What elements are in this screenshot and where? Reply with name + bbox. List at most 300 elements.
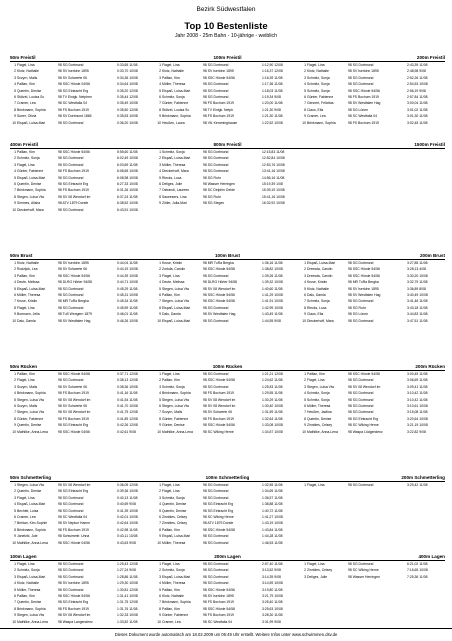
club-name: 98 SG Dortmund — [58, 207, 84, 212]
swimmer-name: Stegen, Luisa Viw — [162, 403, 190, 408]
club-name: 98 SG Eintracht Erg — [58, 600, 89, 605]
rank: 3 — [14, 162, 16, 167]
time-date: 0:44,71 10/08 — [117, 280, 138, 285]
club-name: 98 SC Wiking Herne — [348, 568, 379, 573]
swimmer-name: Dalu, Damla — [307, 292, 326, 297]
swimmer-name: Schmitz, Sonja — [307, 299, 330, 304]
club-name: 98 SG Lünen — [348, 107, 368, 112]
time-date: 12:53,76 10/08 — [262, 162, 285, 167]
club-name: 98 SG Dortmund — [58, 175, 84, 180]
club-name: 98 SG Dortmund — [348, 75, 374, 80]
rank: 2 — [159, 489, 161, 494]
page-title: Top 10 Bestenliste — [184, 21, 268, 32]
swimmer-name: Elspaß, Luisa-Mari — [307, 261, 336, 265]
time-date: 1:32,55 11/08 — [262, 483, 283, 487]
rank: 8 — [14, 305, 16, 310]
club-name: 98 FS Bochum 1919 — [58, 107, 89, 112]
time-date: 1:40,60 11/08 — [262, 286, 283, 291]
rank: 2 — [14, 156, 16, 161]
time-date: 2:56,19 9/08 — [407, 88, 426, 93]
club-name: 98 SV 08 Wendorf Im — [58, 397, 91, 402]
swimmer-name: Palllan, Kim — [162, 587, 180, 592]
time-date: 1:39,32 10/08 — [262, 280, 283, 285]
club-name: 98 SV 08 Wendorf Im — [203, 286, 236, 291]
time-date: 6:08,65 10/08 — [117, 169, 138, 174]
swimmer-name: Sczyrn, Malis — [17, 403, 38, 408]
club-name: 98 SG Eintracht Erg — [58, 423, 89, 428]
club-name: 98 VfL Kemminghause — [203, 120, 238, 125]
swimmer-name: Mathilke, Anna-Lena — [17, 619, 48, 624]
time-date: 1:25,43 12/08 — [117, 562, 138, 566]
swimmer-name: Klotz, Nathalie — [162, 69, 184, 74]
club-name: 98 SG Dortmund — [348, 483, 374, 487]
rank: 10 — [302, 318, 306, 323]
swimmer-name: Palllan, Kim — [162, 606, 180, 611]
swimmer-name: Klotz, Nathalie — [17, 581, 39, 586]
club-name: 98 SV Iserlohn 1895 — [203, 593, 234, 598]
swimmer-name: Brinkmann, Sophia — [17, 107, 46, 112]
club-name: 98 SG Dortmund — [58, 568, 84, 573]
rank: 10 — [12, 120, 16, 125]
club-name: 98 TuS Wengern 1879 — [58, 312, 92, 317]
time-date: 0:41,70 10/08 — [117, 403, 138, 408]
swimmer-name: Dreesda, Carolin — [307, 273, 333, 278]
rank: 1 — [304, 63, 306, 67]
swimmer-name: Möller, Theresa — [162, 540, 186, 545]
club-name: 98 SC Westfalia 04 — [348, 114, 377, 119]
time-date: 0:33,65 11/08 — [117, 63, 138, 67]
event-heading: 50m Brust — [10, 253, 33, 258]
club-name: 98 SV Iserlohn 1895 — [58, 581, 89, 586]
rank: 7 — [14, 299, 16, 304]
event-table — [155, 142, 300, 207]
time-date: 0:41,16 11/08 — [117, 391, 138, 396]
swimmer-name: Elspaß, Luisa-Mari — [17, 574, 46, 579]
club-name: 98 SV Iserlohn 1895 — [203, 69, 234, 74]
rank: 1 — [14, 261, 16, 265]
event-table — [300, 253, 445, 324]
time-date: 3:20,64 10/08 — [407, 416, 428, 421]
club-name: 98 SG Dortmund — [348, 397, 374, 402]
swimmer-name: Flagel, Lina — [162, 63, 180, 67]
rank: 8 — [14, 527, 16, 532]
club-name: 98 SG Dortmund — [203, 273, 229, 278]
club-name: 98 SG Lünen — [348, 312, 368, 317]
rank: 4 — [14, 169, 16, 174]
time-date: 3:22,82 9/08 — [407, 429, 426, 434]
time-date: 1:36,57 11/08 — [262, 495, 283, 500]
club-name: 98 SG Dortmund — [348, 261, 374, 265]
club-name: 98 SG Dortmund — [203, 82, 229, 87]
swimmer-name: Cramer, Lea — [17, 514, 36, 519]
club-name: 98 SV Schwerte 06 — [58, 75, 88, 80]
club-name: 98 SV 08 Wendorf Im — [58, 483, 91, 487]
time-date: 1:30,81 12/08 — [117, 587, 138, 592]
rank: 7 — [159, 410, 161, 415]
time-date: 3:02,45 11/08 — [407, 120, 428, 125]
swimmer-name: Quentin, Denise — [162, 508, 187, 513]
time-date: 1:31,75 12/08 — [117, 600, 138, 605]
rank: 2 — [304, 267, 306, 272]
time-date: 1:28,86 11/08 — [117, 574, 138, 579]
rank: 8 — [14, 416, 16, 421]
club-name: 98 SG Dortmund — [203, 305, 229, 310]
swimmer-name: Zöller, Jolla-Mari — [162, 201, 187, 206]
event-table — [300, 554, 445, 580]
time-date: 1:19,34 9/08 — [262, 94, 281, 99]
rank: 2 — [159, 568, 161, 573]
rank: 6 — [304, 403, 306, 408]
rank: 4 — [14, 391, 16, 396]
rank: 9 — [159, 613, 161, 618]
rank: 1 — [159, 483, 161, 487]
rank: 4 — [304, 82, 306, 87]
rank: 6 — [14, 292, 16, 297]
event-table — [300, 364, 445, 435]
rank: 9 — [159, 201, 161, 206]
club-name: 98 SG Dortmund — [348, 378, 374, 383]
rank: 3 — [159, 273, 161, 278]
club-name: 98 SSC Hövde 54/56 — [203, 75, 235, 80]
time-date: 3:28,30 11/08 — [262, 613, 283, 618]
time-date: 16:32,92 10/08 — [262, 201, 285, 206]
club-name: 98 FS Bochum 1919 — [203, 416, 234, 421]
rank: 2 — [14, 489, 16, 494]
time-date: 1:16,39 11/08 — [262, 75, 283, 80]
club-name: 98 SSC Hövde 54/58 — [348, 372, 380, 376]
time-date: 6:03,69 11/08 — [117, 162, 138, 167]
time-date: 1:33,52 11/08 — [117, 619, 138, 624]
time-date: 6:21,02 11/08 — [407, 562, 428, 566]
rank: 10 — [157, 619, 161, 624]
rank: 2 — [159, 69, 161, 74]
club-name: 98 SSC Hövde 54/56 — [348, 88, 380, 93]
event-heading: 50m Rücken — [10, 364, 38, 369]
rank: 6 — [159, 514, 161, 519]
club-name: 98 MR TuRa Bergka — [203, 261, 234, 265]
rank: 6 — [14, 181, 16, 186]
table-row — [300, 482, 445, 488]
swimmer-name: Schmitz, Sonja — [162, 384, 185, 389]
club-name: 98 SSC Hövde 54/58 — [203, 267, 235, 272]
rank: 5 — [159, 508, 161, 513]
club-name: 98 SG Dortmund — [203, 372, 229, 376]
club-name: 98 SSC Hövde 54/56 — [348, 273, 380, 278]
swimmer-name: Flagel, Lina — [162, 562, 180, 566]
swimmer-name: Quentin, Denise — [17, 181, 42, 186]
club-name: 98 FS Bochum 1919 — [203, 114, 234, 119]
swimmer-name: Riecks, Luca — [162, 175, 182, 180]
swimmer-name: Palllan, Kim — [17, 150, 35, 154]
club-name: 98 TV Einigk. Netph — [203, 107, 234, 112]
rank: 2 — [14, 69, 16, 74]
swimmer-name: Cramer, Lea — [307, 114, 326, 119]
time-date: 0:46,01 11/08 — [117, 312, 138, 317]
time-date: 0:35,20 12/08 — [117, 88, 138, 93]
rank: 2 — [304, 378, 306, 383]
swimmer-name: Elspaß, Luisa-Mari — [162, 574, 191, 579]
rank: 3 — [14, 574, 16, 579]
time-date: 1:27,24 9/08 — [117, 568, 136, 573]
time-date: 3:10,61 10/08 — [407, 403, 428, 408]
time-date: 1:16,37 12/08 — [262, 69, 283, 74]
club-name: 98 SV Neptun Hamm — [58, 521, 91, 526]
swimmer-name: Dieckerhoff, Mara — [17, 207, 44, 212]
club-name: 98 SG Dortmund — [203, 384, 229, 389]
swimmer-name: Stegen, Luisa Viw — [307, 384, 335, 389]
club-name: 98 SG Dortmund — [58, 574, 84, 579]
swimmer-name: Günter, Fabienne — [162, 613, 189, 618]
rank: 1 — [304, 483, 306, 487]
rank: 5 — [14, 397, 16, 402]
time-date: 0:43,63 9/08 — [117, 540, 136, 545]
time-date: 1:44,28 11/08 — [262, 534, 283, 539]
swimmer-name: Stegen, Luisa Viw — [17, 410, 45, 415]
rank: 5 — [159, 175, 161, 180]
time-date: 3:43,18 11/08 — [407, 305, 428, 310]
event-heading: 200m Schmetterling — [401, 475, 445, 480]
time-date: 0:36,05 12/08 — [117, 483, 138, 487]
rank: 2 — [14, 267, 16, 272]
table-row — [300, 574, 445, 580]
swimmer-name: Günter, Denise — [162, 423, 185, 428]
swimmer-name: Ostrandi, Laureen — [162, 188, 190, 193]
club-name: 98 SG Dortmund — [203, 495, 229, 500]
time-date: 1:12,90 12/08 — [262, 63, 283, 67]
club-name: 98 SG Eintracht Erg — [58, 88, 89, 93]
time-date: 0:42,98 11/08 — [117, 527, 138, 532]
club-name: 98 SC Westfalia 04 — [58, 101, 87, 106]
time-date: 1:43,84 11/08 — [262, 527, 283, 532]
rank: 10 — [12, 540, 16, 545]
rank: 5 — [159, 587, 161, 592]
time-date: 3:25,40 11/08 — [262, 600, 283, 605]
rank: 5 — [159, 397, 161, 402]
club-name: 98 SV 08 Wendorf Im — [203, 403, 236, 408]
rank: 9 — [159, 114, 161, 119]
club-name: 98 MR TuRa Bergka — [348, 280, 379, 285]
swimmer-name: Elspaß, Luisa-Mari — [17, 120, 46, 125]
swimmer-name: Dieckerhoff, Mara — [162, 169, 189, 174]
club-name: 98 SV Schwerte 06 — [203, 410, 233, 415]
swimmer-name: Günter, Fabienne — [17, 169, 44, 174]
swimmer-name: Stegen, Luisa Viw — [17, 483, 45, 487]
time-date: 2:52,26 11/08 — [407, 75, 428, 80]
time-date: 1:40,72 11/08 — [262, 508, 283, 513]
time-date: 6:08,98 10/08 — [117, 175, 138, 180]
club-name: 98 FS Bochum 1919 — [58, 606, 89, 611]
swimmer-name: Palllan, Kim — [17, 273, 35, 278]
rank: 9 — [14, 423, 16, 428]
swimmer-name: Brinkmann, Sophia — [17, 527, 46, 532]
rank: 1 — [14, 372, 16, 376]
rank: 7 — [14, 600, 16, 605]
swimmer-name: Klotz, Nathalie — [162, 593, 184, 598]
swimmer-name: Cramer, Lea — [17, 101, 36, 106]
club-name: 98 SSC Hövde 54/56 — [203, 587, 235, 592]
event-heading: 100m Lagen — [10, 554, 37, 559]
rank: 5 — [304, 286, 306, 291]
rank: 10 — [157, 120, 161, 125]
club-name: 98 FS Bochum 1919 — [58, 169, 89, 174]
club-name: 98 FS Bochum 1919 — [348, 120, 379, 125]
rank: 2 — [304, 568, 306, 573]
time-date: 1:31,76 11/08 — [117, 606, 138, 611]
swimmer-name: Flagel, Lina — [162, 273, 180, 278]
club-name: 98 SV Iserlohn 1895 — [348, 69, 379, 74]
club-name: 98 SG Dortmund — [348, 410, 374, 415]
swimmer-name: Zinnbles, Celsey — [307, 568, 333, 573]
club-name: 98 SV Schwerte 06 — [58, 384, 88, 389]
club-name: 98 SSC Hövde 54/58 — [203, 378, 235, 383]
event-table — [10, 364, 155, 435]
rank: 10 — [157, 318, 161, 323]
swimmer-name: Flagel, Lina — [17, 562, 35, 566]
time-date: 3:41,46 11/08 — [407, 299, 428, 304]
time-date: 0:41,75 12/08 — [117, 410, 138, 415]
swimmer-name: Elspaß, Luisa-Mari — [162, 534, 191, 539]
swimmer-name: Quentin, Denise — [17, 423, 42, 428]
rank: 2 — [159, 378, 161, 383]
time-date: 0:34,64 10/08 — [117, 82, 138, 87]
time-date: 1:41,29 10/08 — [262, 292, 283, 297]
club-name: 98 Waspa Lüdgendenz — [348, 429, 383, 434]
club-name: 98 SSC Hövde 54/56 — [203, 423, 235, 428]
swimmer-name: Brinkmann, Sophia — [307, 120, 336, 125]
club-name: 98 SG Siegen — [203, 201, 225, 206]
rank: 9 — [304, 423, 306, 428]
swimmer-name: Brinkmann, Sophia — [17, 391, 46, 396]
club-name: 98 SSC Hövde 54/58 — [58, 372, 90, 376]
time-date: 0:41,54 11/08 — [117, 397, 138, 402]
time-date: 3:14,59 10/08 — [262, 581, 283, 586]
time-date: 3:13,52 9/08 — [262, 568, 281, 573]
club-name: 98 SG Dortmund — [348, 403, 374, 408]
swimmer-name: Claus, Ella — [307, 312, 324, 317]
event-heading: 200m Brust — [419, 253, 445, 258]
time-date: 3:10,42 11/08 — [407, 391, 428, 396]
time-date: 3:06,69 11/08 — [407, 378, 428, 383]
club-name: 98 SSC Hövde 54/58 — [203, 527, 235, 532]
rank: 1 — [14, 150, 16, 154]
club-name: 98 SC Westfalia 04 — [58, 514, 87, 519]
rank: 10 — [12, 619, 16, 624]
rank: 5 — [14, 286, 16, 291]
rank: 1 — [304, 562, 306, 566]
rank: 1 — [159, 372, 161, 376]
rank: 4 — [14, 82, 16, 87]
rank: 2 — [304, 69, 306, 74]
rank: 6 — [304, 292, 306, 297]
rank: 4 — [159, 169, 161, 174]
rank: 9 — [14, 114, 16, 119]
club-name: 98 SV Westfalen Hag — [348, 292, 381, 297]
rank: 3 — [159, 384, 161, 389]
swimmer-name: Riecks, Luca — [307, 305, 327, 310]
club-name: 98 ATV 1879 Dorsfe — [203, 521, 234, 526]
swimmer-name: Klotz, Nathalie — [307, 69, 329, 74]
club-name: 98 SG Dortmund — [348, 63, 374, 67]
swimmer-name: Schmitz, Sonja — [307, 88, 330, 93]
rank: 6 — [14, 94, 16, 99]
time-date: 6:37,24 11/08 — [117, 194, 138, 199]
club-name: 98 SSC Hövde 54/56 — [203, 299, 235, 304]
time-date: 1:38,88 11/08 — [262, 502, 283, 507]
time-date: 2:43,39 11/08 — [407, 63, 428, 67]
event-table — [155, 253, 300, 324]
club-name: 98 FS Bochum 1919 — [203, 613, 234, 618]
time-date: 1:36,16 11/08 — [262, 261, 283, 265]
rank: 6 — [159, 181, 161, 186]
time-date: 1:32,33 10/08 — [117, 613, 138, 618]
rank: 10 — [12, 207, 16, 212]
swimmer-name: Schmitz, Sonja — [162, 495, 185, 500]
rank: 10 — [157, 540, 161, 545]
rank: 9 — [159, 312, 161, 317]
rank: 3 — [14, 384, 16, 389]
time-date: 0:38,36 10/08 — [117, 384, 138, 389]
swimmer-name: Stegen, Luisa Viw — [17, 397, 45, 402]
club-name: 98 SG Dortmund — [203, 540, 229, 545]
event-heading: 100m Schmetterling — [205, 475, 250, 480]
club-name: 98 SG Dortmund — [203, 63, 229, 67]
swimmer-name: Kruse, Kristin — [162, 261, 183, 265]
club-name: 98 SSC Hövde 54/56 — [348, 267, 380, 272]
club-name: 98 SG Dortmund — [203, 568, 229, 573]
swimmer-name: Sczyrn, Malis — [162, 410, 183, 415]
event-table — [10, 475, 155, 546]
swimmer-name: Flagel, Lina — [17, 378, 35, 383]
rank: 8 — [159, 416, 161, 421]
swimmer-name: Schmitz, Sonja — [307, 75, 330, 80]
time-date: 0:36,20 10/08 — [117, 120, 138, 125]
rank: 5 — [159, 286, 161, 291]
swimmer-name: Klotz, Nathalie — [17, 69, 39, 74]
time-date: 7:16,65 10/08 — [407, 568, 428, 573]
rank: 10 — [302, 120, 306, 125]
rank: 4 — [304, 391, 306, 396]
time-date: 6:38,52 10/08 — [117, 201, 138, 206]
time-date: 1:17,36 11/08 — [262, 82, 283, 87]
event-table — [155, 364, 300, 435]
club-name: 98 SG Dortmund — [348, 391, 374, 396]
table-row — [10, 540, 155, 546]
time-date: 0:45,29 11/08 — [117, 286, 138, 291]
time-date: 1:31,59 11/08 — [262, 410, 283, 415]
rank: 5 — [14, 587, 16, 592]
event-heading: 100m Rücken — [212, 364, 243, 369]
time-date: 0:35,44 12/08 — [117, 94, 138, 99]
rank: 8 — [304, 416, 306, 421]
swimmer-name: Flagel, Lina — [17, 305, 35, 310]
rank: 7 — [304, 299, 306, 304]
time-date: 1:43,19 10/08 — [262, 521, 283, 526]
swimmer-name: Möller, Theresa — [17, 292, 41, 297]
club-name: 98 SV Westfalen Hag — [348, 101, 381, 106]
time-date: 0:35,50 12/08 — [117, 107, 138, 112]
swimmer-name: Palllan, Kim — [162, 75, 180, 80]
swimmer-name: Zinnbles, Celsey — [307, 423, 333, 428]
rank: 2 — [159, 156, 161, 161]
event-heading: 50m Freistil — [10, 55, 36, 60]
time-date: 2:57,40 11/08 — [262, 562, 283, 566]
swimmer-name: Schmitz, Sonja — [307, 82, 330, 87]
rank: 9 — [14, 312, 16, 317]
time-date: 3:36,89 8/08 — [407, 286, 426, 291]
club-name: 98 SV Dortmund 1865 — [58, 114, 92, 119]
club-name: 98 Wasser Herringen — [348, 574, 380, 579]
rank: 9 — [14, 534, 16, 539]
